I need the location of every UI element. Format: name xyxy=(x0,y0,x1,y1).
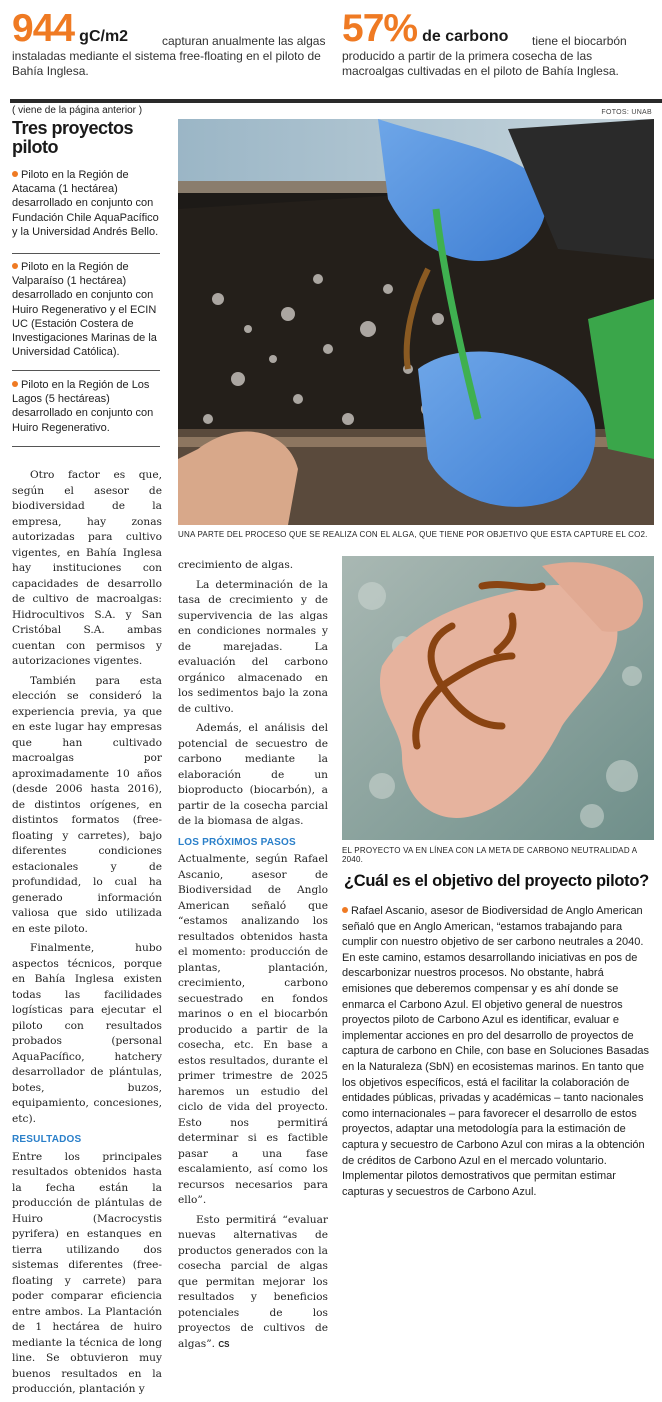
paragraph-text: Esto permitirá “evaluar nuevas alternativas de productos generados con la cosecha parcial de algas que permitan mejorar los resultados y beneficios potenciales de los proyectos de cultivos de algas”. xyxy=(178,1213,328,1350)
box-separator xyxy=(12,253,160,254)
continued-note: ( viene de la página anterior ) xyxy=(12,105,143,116)
section-heading-proximos-pasos: LOS PRÓXIMOS PASOS xyxy=(178,836,296,848)
paragraph: La determinación de la tasa de crecimiento y de supervivencia de las algas en condiciones normales y de marejadas. La evaluación del carbono orgánico almacenado en los sedimentos bajo la zona de cultivo. xyxy=(178,578,328,715)
bullet-icon xyxy=(12,381,18,387)
section-heading-resultados: RESULTADOS xyxy=(12,1134,82,1145)
box-separator xyxy=(12,446,160,447)
bullet-icon xyxy=(342,907,348,913)
objective-text-block xyxy=(342,904,654,1200)
objective-title: ¿Cuál es el objetivo del proyecto piloto? xyxy=(344,872,649,890)
pilot-item-atacama xyxy=(12,168,160,239)
bullet-icon xyxy=(12,263,18,269)
box-separator xyxy=(12,370,160,371)
stat-1-unit: gC/m2 xyxy=(79,28,129,45)
pilot-item-loslagos xyxy=(12,378,160,435)
box-title: Tres proyectos piloto xyxy=(12,118,134,157)
stat-1-number: 944 xyxy=(12,7,75,50)
photo-hand-algae xyxy=(342,556,654,840)
paragraph: También para esta elección se consideró la experiencia previa, ya que en este lugar hay empresas que han cultivado macroalgas por aproximadamente 10 años (desde 2006 hasta 2016), de distintos orígenes, en distintos formatos (free-floating y carretes), bajo diferentes condiciones estacionales y de profundidad, lo cual ha generado información valiosa que sido utilizada en este piloto. xyxy=(12,674,162,935)
paragraph: Además, el análisis del potencial de secuestro de carbono mediante la elaboración de un bioproducto (biocarbón), a partir de la cosecha parcial de la biomasa de algas. xyxy=(178,722,328,827)
end-mark: CS xyxy=(218,1339,230,1349)
stat-2-text: tiene el biocarbón producido a partir de la primera cosecha de las macroalgas cultivadas en el piloto de Bahía Inglesa. xyxy=(342,34,627,78)
photo-algae-process xyxy=(178,119,654,525)
article-column-2 xyxy=(178,558,328,1356)
algae-process-illustration xyxy=(178,119,654,525)
pilot-item-atacama-text: Piloto en la Región de Atacama (1 hectárea) desarrollado en conjunto con Fundación Chile AquaPacífico y la Universidad Andrés Bello. xyxy=(12,169,159,238)
paragraph: crecimiento de algas. xyxy=(178,559,294,571)
stat-2-number: 57% xyxy=(342,7,418,50)
stat-1-text: capturan anualmente las algas instaladas mediante el sistema free-floating en el piloto de Bahía Inglesa. xyxy=(12,34,326,78)
hand-algae-illustration xyxy=(342,556,654,840)
photo-2-caption: EL PROYECTO VA EN LÍNEA CON LA META DE CARBONO NEUTRALIDAD A 2040. xyxy=(342,846,637,864)
paragraph xyxy=(178,1213,328,1353)
top-divider xyxy=(10,99,662,103)
stat-2-unit: de carbono xyxy=(422,28,509,45)
bullet-icon xyxy=(12,171,18,177)
objective-text: Rafael Ascanio, asesor de Biodiversidad de Anglo American señaló que en Anglo American, “estamos trabajando para cumplir con nuestro objetivo de ser carbono neutrales a 2040. En este camino, estamos desarrollando iniciativas en pos de descarbonizar nuestros procesos. No obstante, habrá emisiones que deberemos compensar y es ahí donde se enmarca el Carbono Azul. El objetivo general de nuestros proyectos piloto de Carbono Azul es identificar, evaluar e implementar acciones en pro del desarrollo de proyectos de captura de carbono en Chile, con base en Soluciones Basadas en la Naturaleza (SbN) en ecosistemas marinos. En tanto que los objetivos específicos, está el facilitar la colaboración de entidades públicas, privadas y académicas – tanto nacionales como internacionales – para favorecer el desarrollo de estos proyectos, adaptar una metodología para la estimación de captura y secuestro de Carbono Azul con miras a la obtención de créditos de Carbono Azul en el mercado voluntario. Implementar pilotos demostrativos que permitan estimar capturas y secuestros de Carbono Azul. xyxy=(342,905,649,1198)
article-column-1 xyxy=(12,468,162,1402)
photo-1-caption: UNA PARTE DEL PROCESO QUE SE REALIZA CON EL ALGA, QUE TIENE POR OBJETIVO QUE ESTA CAPTURE EL CO2. xyxy=(178,530,648,539)
paragraph: Actualmente, según Rafael Ascanio, asesor de Biodiversidad de Anglo American señaló que “estamos analizando los resultados obtenidos hasta el momento: producción de plantas, plantación, crecimiento, carbono secuestrado en fondos marinos o en el biocarbón producido a partir de la cosecha, etc. En base a estos resultados, durante el primer trimestre de 2025 haremos un estudio del ciclo de vida del proyecto. Esto nos permitirá determinar si es factible pasar a una fase escalamiento, así como los recursos necesarios para ello”. xyxy=(178,853,328,1206)
photo-credit: FOTOS: UNAB xyxy=(601,109,652,116)
paragraph: Otro factor es que, según el asesor de biodiversidad de la empresa, hay zonas autorizadas para cultivo vigentes, en Bahía Inglesa hay instituciones con capacidades de desarrollo de cultivo de macroalgas: Hidrocultivos S.A. y San Cristóbal S.A. ambas cuentan con permisos y autorizaciones vigentes. xyxy=(12,469,162,667)
pilot-item-valparaiso-text: Piloto en la Región de Valparaíso (1 hectárea) desarrollado en conjunto con Huiro Regenerativo y el ECIN UC (Estación Costera de Investigaciones Marinas de la Universidad Católica). xyxy=(12,261,157,359)
paragraph: Finalmente, hubo aspectos técnicos, porque en Bahía Inglesa existen todas las facilidades logísticas para ejecutar el piloto con resultados probados (personal AquaPacífico, hatchery desarrollador de plántulas, botes, buzos, equipamiento, concesiones, etc). xyxy=(12,942,162,1125)
pilot-item-valparaiso xyxy=(12,260,160,359)
pilot-item-loslagos-text: Piloto en la Región de Los Lagos (5 hectáreas) desarrollado en conjunto con Huiro Regenerativo. xyxy=(12,379,154,434)
paragraph: Entre los principales resultados obtenidos hasta la fecha están la producción de plántulas de Huiro (Macrocystis pyrifera) en estanques en tierra utilizando dos sistemas diferentes (free-floating y carrete) para poder comparar eficiencia entre ambos. La Plantación de 1 hectárea de huiro mediante la técnica de long line. Se obtuvieron muy buenos resultados en la producción, plantación y xyxy=(12,1150,162,1395)
